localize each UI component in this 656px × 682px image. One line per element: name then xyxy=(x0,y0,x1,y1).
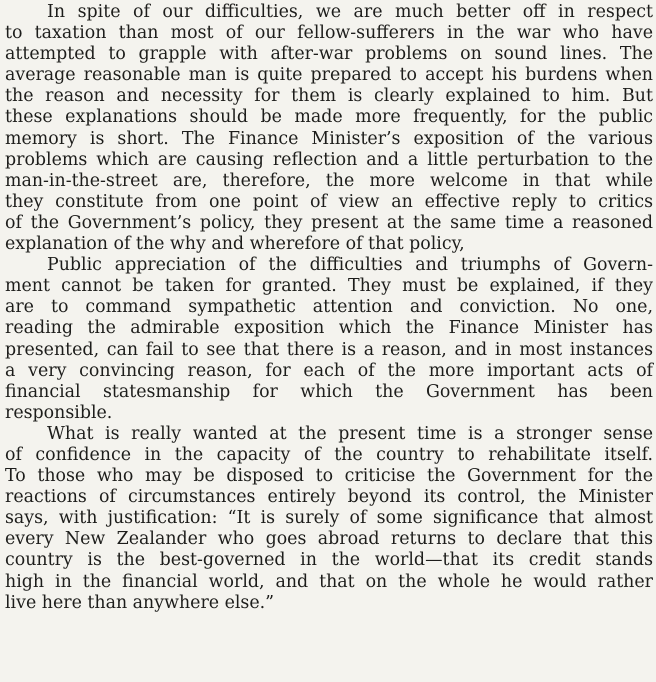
text-line: says, with justification: “It is surely of some significance that almost xyxy=(5,508,653,529)
text-line: average reasonable man is quite prepared to accept his burdens when xyxy=(5,65,653,86)
text-line: are to command sympathetic attention and conviction. No one, xyxy=(5,297,653,318)
text-line: of confidence in the capacity of the country to rehabilitate itself. xyxy=(5,444,653,465)
text-line: high in the financial world, and that on the whole he would rather xyxy=(5,571,653,592)
text-line: reading the admirable exposition which the Finance Minister has xyxy=(5,318,653,339)
text-line: man-in-the-street are, therefore, the more welcome in that while xyxy=(5,170,653,191)
text-line: every New Zealander who goes abroad returns to declare that this xyxy=(5,529,653,550)
text-line: responsible. xyxy=(5,402,113,423)
text-line: the reason and necessity for them is clearly explained to him. But xyxy=(5,86,653,107)
paragraph-taxation xyxy=(5,2,653,255)
text-line: attempted to grapple with after-war problems on sound lines. The xyxy=(5,44,653,65)
text-line: presented, can fail to see that there is a reason, and in most instances xyxy=(5,339,653,360)
paragraph-confidence xyxy=(5,424,653,614)
text-line: a very convincing reason, for each of the more important acts of xyxy=(5,360,653,381)
text-line: country is the best-governed in the world—that its credit stands xyxy=(5,550,653,571)
text-line: ment cannot be taken for granted. They must be explained, if they xyxy=(5,276,653,297)
text-line: financial statesmanship for which the Government has been xyxy=(5,381,653,402)
text-line: reactions of circumstances entirely beyond its control, the Minister xyxy=(5,487,653,508)
text-line: Public appreciation of the difficulties and triumphs of Govern- xyxy=(47,255,653,276)
text-line: live here than anywhere else.” xyxy=(5,592,275,613)
text-line: of the Government’s policy, they present at the same time a reasoned xyxy=(5,212,653,233)
text-line: these explanations should be made more frequently, for the public xyxy=(5,107,653,128)
text-line: to taxation than most of our fellow-sufferers in the war who have xyxy=(5,23,653,44)
text-line: What is really wanted at the present time is a stronger sense xyxy=(47,423,653,444)
text-line: explanation of the why and wherefore of that policy, xyxy=(5,234,465,255)
text-line: memory is short. The Finance Minister’s exposition of the various xyxy=(5,128,653,149)
text-line: problems which are causing reflection and a little perturbation to the xyxy=(5,149,653,170)
paragraph-public-appreciation xyxy=(5,255,653,424)
article-column xyxy=(5,2,653,614)
text-line: To those who may be disposed to criticise the Government for the xyxy=(5,466,653,487)
text-line: they constitute from one point of view an effective reply to critics xyxy=(5,191,653,212)
text-line: In spite of our difficulties, we are much better off in respect xyxy=(47,2,653,22)
